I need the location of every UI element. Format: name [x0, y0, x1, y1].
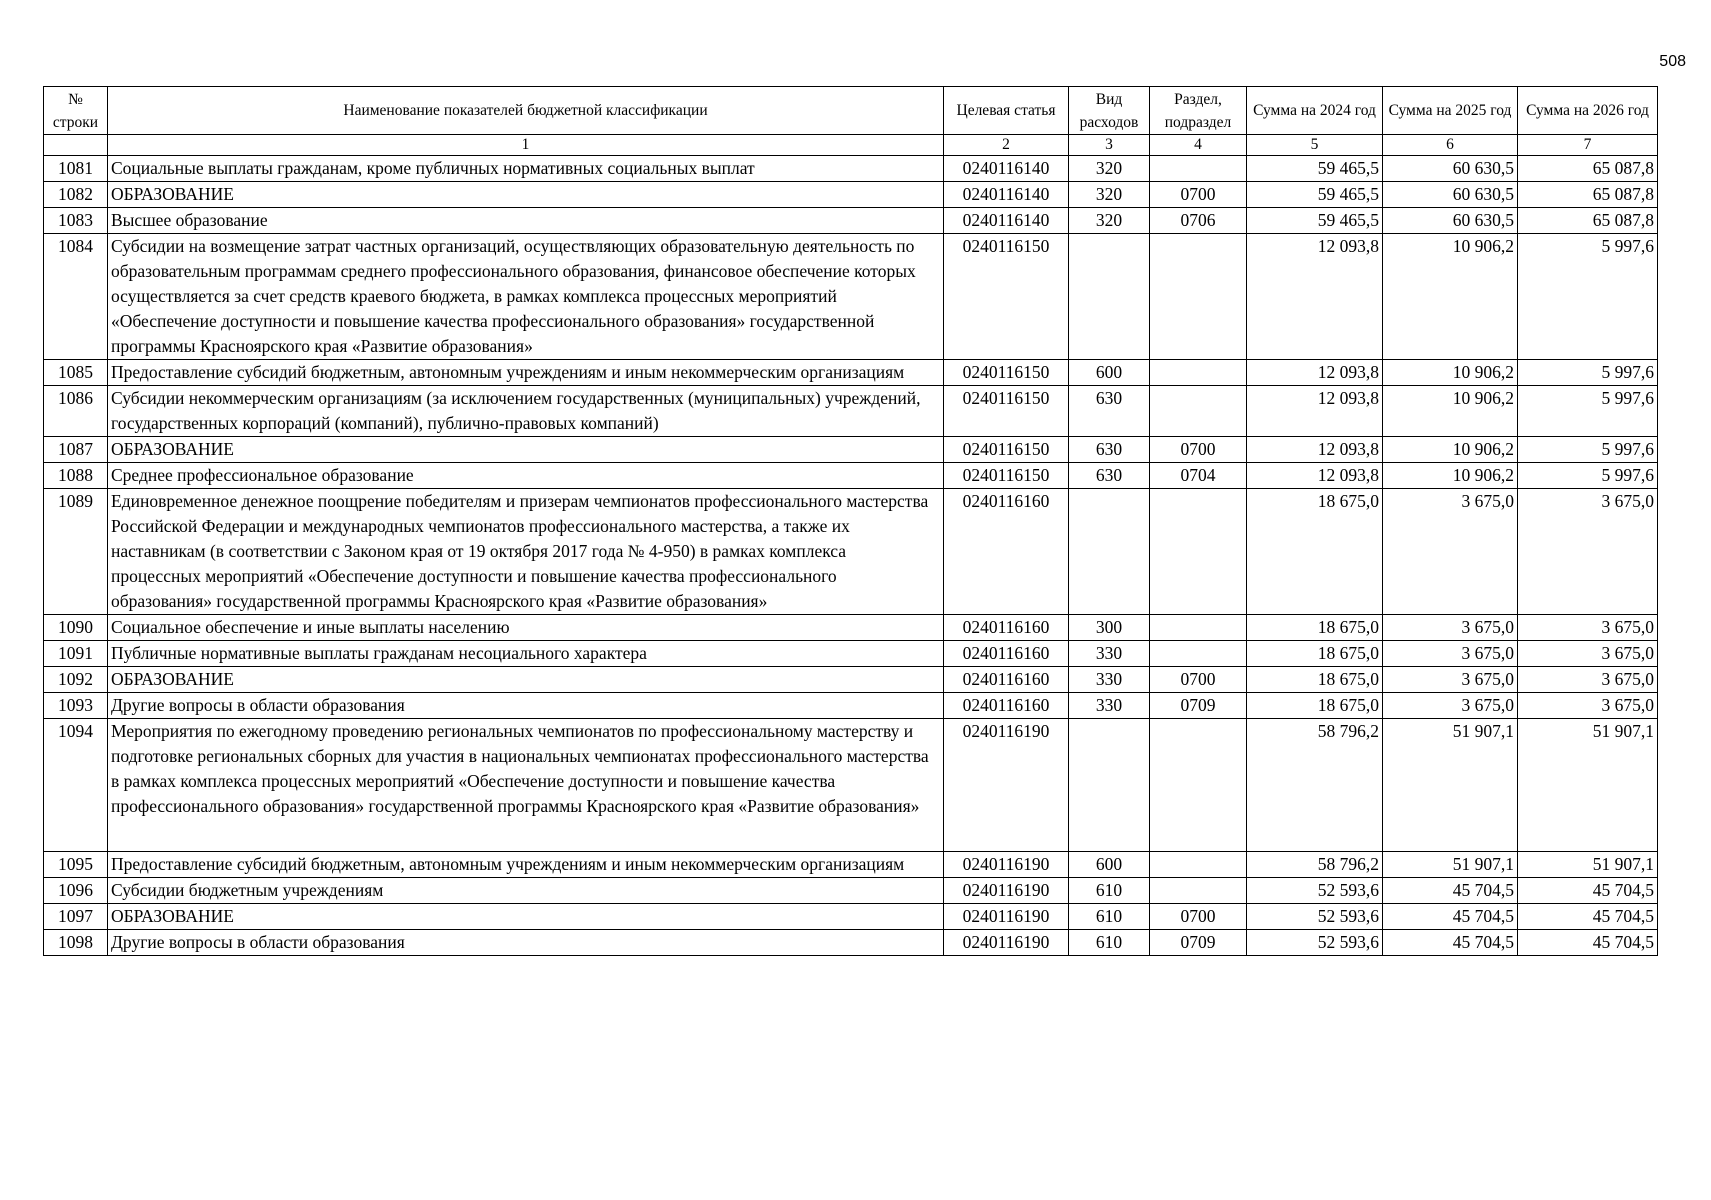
- row-section-cell: [1150, 360, 1247, 386]
- row-number-cell: 1087: [44, 437, 108, 463]
- row-sum-2025-cell: 60 630,5: [1383, 156, 1518, 182]
- row-number-cell: 1085: [44, 360, 108, 386]
- row-sum-2024-cell: 59 465,5: [1247, 182, 1383, 208]
- row-expense-type-cell: 320: [1069, 208, 1150, 234]
- row-sum-2024-cell: 12 093,8: [1247, 234, 1383, 360]
- row-target-article-cell: 0240116190: [944, 878, 1069, 904]
- row-expense-type-cell: 600: [1069, 852, 1150, 878]
- row-section-cell: [1150, 852, 1247, 878]
- row-sum-2024-cell: 18 675,0: [1247, 615, 1383, 641]
- row-sum-2025-cell: 3 675,0: [1383, 693, 1518, 719]
- row-sum-2025-cell: 10 906,2: [1383, 360, 1518, 386]
- row-name-cell: Другие вопросы в области образования: [108, 930, 944, 956]
- column-number: 7: [1518, 135, 1658, 156]
- row-sum-2026-cell: 45 704,5: [1518, 904, 1658, 930]
- column-number: 3: [1069, 135, 1150, 156]
- row-sum-2025-cell: 51 907,1: [1383, 719, 1518, 852]
- row-section-cell: [1150, 156, 1247, 182]
- row-sum-2026-cell: 45 704,5: [1518, 878, 1658, 904]
- row-sum-2025-cell: 3 675,0: [1383, 615, 1518, 641]
- row-sum-2026-cell: 65 087,8: [1518, 208, 1658, 234]
- row-name-cell: Предоставление субсидий бюджетным, автономным учреждениям и иным некоммерческим организациям: [108, 360, 944, 386]
- row-name-cell: Мероприятия по ежегодному проведению региональных чемпионатов по профессиональному мастерству и подготовке региональных сборных для участия в национальных чемпионатах профессионального мастерства в рамках комплекса процессных мероприятий «Обеспечение доступности и повышение качества профессионального образования» государственной программы Красноярского края «Развитие образования»: [108, 719, 944, 852]
- table-row: [44, 156, 1658, 182]
- table-row: [44, 437, 1658, 463]
- row-sum-2024-cell: 52 593,6: [1247, 904, 1383, 930]
- row-name-cell: Высшее образование: [108, 208, 944, 234]
- row-number-cell: 1092: [44, 667, 108, 693]
- row-name-cell: Предоставление субсидий бюджетным, автономным учреждениям и иным некоммерческим организациям: [108, 852, 944, 878]
- row-sum-2024-cell: 12 093,8: [1247, 463, 1383, 489]
- row-section-cell: 0700: [1150, 182, 1247, 208]
- header-expense-type: Вид расходов: [1069, 87, 1150, 135]
- table-row: [44, 234, 1658, 360]
- row-target-article-cell: 0240116140: [944, 182, 1069, 208]
- header-sum-2026: Сумма на 2026 год: [1518, 87, 1658, 135]
- row-number-cell: 1098: [44, 930, 108, 956]
- row-section-cell: 0700: [1150, 667, 1247, 693]
- row-expense-type-cell: 330: [1069, 667, 1150, 693]
- row-expense-type-cell: 600: [1069, 360, 1150, 386]
- row-sum-2025-cell: 10 906,2: [1383, 437, 1518, 463]
- row-target-article-cell: 0240116190: [944, 904, 1069, 930]
- row-sum-2026-cell: 5 997,6: [1518, 437, 1658, 463]
- row-name-cell: Субсидии бюджетным учреждениям: [108, 878, 944, 904]
- row-target-article-cell: 0240116150: [944, 386, 1069, 437]
- row-expense-type-cell: [1069, 719, 1150, 852]
- row-expense-type-cell: 630: [1069, 437, 1150, 463]
- row-number-cell: 1095: [44, 852, 108, 878]
- table-row: [44, 489, 1658, 615]
- row-section-cell: [1150, 234, 1247, 360]
- row-expense-type-cell: 630: [1069, 386, 1150, 437]
- row-section-cell: [1150, 641, 1247, 667]
- row-expense-type-cell: 610: [1069, 878, 1150, 904]
- row-sum-2025-cell: 10 906,2: [1383, 386, 1518, 437]
- header-sum-2024: Сумма на 2024 год: [1247, 87, 1383, 135]
- row-number-cell: 1084: [44, 234, 108, 360]
- header-section: Раздел, подраздел: [1150, 87, 1247, 135]
- row-number-cell: 1086: [44, 386, 108, 437]
- row-section-cell: 0706: [1150, 208, 1247, 234]
- row-sum-2024-cell: 18 675,0: [1247, 667, 1383, 693]
- row-expense-type-cell: 610: [1069, 930, 1150, 956]
- row-section-cell: 0704: [1150, 463, 1247, 489]
- row-sum-2026-cell: 65 087,8: [1518, 156, 1658, 182]
- row-expense-type-cell: [1069, 489, 1150, 615]
- row-name-cell: Социальные выплаты гражданам, кроме публичных нормативных социальных выплат: [108, 156, 944, 182]
- table-row: [44, 693, 1658, 719]
- row-sum-2025-cell: 60 630,5: [1383, 182, 1518, 208]
- row-sum-2024-cell: 12 093,8: [1247, 437, 1383, 463]
- row-sum-2026-cell: 51 907,1: [1518, 719, 1658, 852]
- row-name-cell: Публичные нормативные выплаты гражданам несоциального характера: [108, 641, 944, 667]
- row-name-cell: ОБРАЗОВАНИЕ: [108, 904, 944, 930]
- row-expense-type-cell: [1069, 234, 1150, 360]
- row-sum-2024-cell: 58 796,2: [1247, 852, 1383, 878]
- row-sum-2024-cell: 12 093,8: [1247, 360, 1383, 386]
- row-section-cell: [1150, 489, 1247, 615]
- table-row: [44, 852, 1658, 878]
- row-number-cell: 1090: [44, 615, 108, 641]
- row-number-cell: 1083: [44, 208, 108, 234]
- row-target-article-cell: 0240116160: [944, 667, 1069, 693]
- table-row: [44, 386, 1658, 437]
- row-name-cell: ОБРАЗОВАНИЕ: [108, 667, 944, 693]
- row-sum-2026-cell: 51 907,1: [1518, 852, 1658, 878]
- row-name-cell: Субсидии некоммерческим организациям (за исключением государственных (муниципальных) учреждений, государственных корпораций (компаний), публично-правовых компаний): [108, 386, 944, 437]
- row-sum-2025-cell: 51 907,1: [1383, 852, 1518, 878]
- table-row: [44, 719, 1658, 852]
- page-number: 508: [1659, 53, 1686, 70]
- row-sum-2026-cell: 5 997,6: [1518, 463, 1658, 489]
- row-sum-2026-cell: 3 675,0: [1518, 693, 1658, 719]
- row-target-article-cell: 0240116160: [944, 693, 1069, 719]
- row-sum-2025-cell: 3 675,0: [1383, 489, 1518, 615]
- row-number-cell: 1082: [44, 182, 108, 208]
- row-number-cell: 1094: [44, 719, 108, 852]
- row-name-cell: ОБРАЗОВАНИЕ: [108, 182, 944, 208]
- row-expense-type-cell: 320: [1069, 182, 1150, 208]
- row-target-article-cell: 0240116150: [944, 437, 1069, 463]
- row-section-cell: 0709: [1150, 693, 1247, 719]
- column-number-blank: [44, 135, 108, 156]
- row-sum-2024-cell: 52 593,6: [1247, 878, 1383, 904]
- header-target-article: Целевая статья: [944, 87, 1069, 135]
- budget-table: [43, 86, 1658, 956]
- row-section-cell: 0709: [1150, 930, 1247, 956]
- row-target-article-cell: 0240116190: [944, 852, 1069, 878]
- row-number-cell: 1081: [44, 156, 108, 182]
- row-sum-2025-cell: 45 704,5: [1383, 904, 1518, 930]
- column-number: 5: [1247, 135, 1383, 156]
- row-target-article-cell: 0240116190: [944, 719, 1069, 852]
- row-expense-type-cell: 300: [1069, 615, 1150, 641]
- row-sum-2026-cell: 45 704,5: [1518, 930, 1658, 956]
- row-sum-2026-cell: 3 675,0: [1518, 615, 1658, 641]
- row-sum-2024-cell: 18 675,0: [1247, 693, 1383, 719]
- row-number-cell: 1093: [44, 693, 108, 719]
- column-number: 6: [1383, 135, 1518, 156]
- row-sum-2025-cell: 10 906,2: [1383, 463, 1518, 489]
- row-sum-2024-cell: 58 796,2: [1247, 719, 1383, 852]
- row-expense-type-cell: 330: [1069, 693, 1150, 719]
- row-sum-2025-cell: 3 675,0: [1383, 667, 1518, 693]
- row-sum-2024-cell: 18 675,0: [1247, 489, 1383, 615]
- column-number: 2: [944, 135, 1069, 156]
- row-name-cell: Другие вопросы в области образования: [108, 693, 944, 719]
- row-expense-type-cell: 330: [1069, 641, 1150, 667]
- table-row: [44, 615, 1658, 641]
- table-row: [44, 360, 1658, 386]
- row-sum-2026-cell: 3 675,0: [1518, 489, 1658, 615]
- table-row: [44, 641, 1658, 667]
- table-row: [44, 930, 1658, 956]
- row-number-cell: 1096: [44, 878, 108, 904]
- row-target-article-cell: 0240116150: [944, 463, 1069, 489]
- row-sum-2025-cell: 60 630,5: [1383, 208, 1518, 234]
- table-row: [44, 463, 1658, 489]
- row-sum-2026-cell: 65 087,8: [1518, 182, 1658, 208]
- row-name-cell: Субсидии на возмещение затрат частных организаций, осуществляющих образовательную деятельность по образовательным программам среднего профессионального образования, финансовое обеспечение которых осуществляется за счет средств краевого бюджета, в рамках комплекса процессных мероприятий «Обеспечение доступности и повышение качества профессионального образования» государственной программы Красноярского края «Развитие образования»: [108, 234, 944, 360]
- row-section-cell: 0700: [1150, 904, 1247, 930]
- table-body: [44, 156, 1658, 956]
- row-expense-type-cell: 320: [1069, 156, 1150, 182]
- row-number-cell: 1091: [44, 641, 108, 667]
- row-sum-2024-cell: 59 465,5: [1247, 208, 1383, 234]
- table-row: [44, 667, 1658, 693]
- row-number-cell: 1089: [44, 489, 108, 615]
- row-target-article-cell: 0240116190: [944, 930, 1069, 956]
- row-sum-2025-cell: 10 906,2: [1383, 234, 1518, 360]
- row-sum-2026-cell: 3 675,0: [1518, 667, 1658, 693]
- row-sum-2024-cell: 18 675,0: [1247, 641, 1383, 667]
- row-sum-2026-cell: 3 675,0: [1518, 641, 1658, 667]
- row-sum-2025-cell: 45 704,5: [1383, 878, 1518, 904]
- row-sum-2025-cell: 45 704,5: [1383, 930, 1518, 956]
- row-target-article-cell: 0240116160: [944, 489, 1069, 615]
- row-target-article-cell: 0240116150: [944, 360, 1069, 386]
- table-row: [44, 182, 1658, 208]
- row-sum-2024-cell: 52 593,6: [1247, 930, 1383, 956]
- row-name-cell: Единовременное денежное поощрение победителям и призерам чемпионатов профессионального мастерства Российской Федерации и международных чемпионатов профессионального мастерства, а также их наставникам (в соответствии с Законом края от 19 октября 2017 года № 4-950) в рамках комплекса процессных мероприятий «Обеспечение доступности и повышение качества профессионального образования» государственной программы Красноярского края «Развитие образования»: [108, 489, 944, 615]
- row-section-cell: [1150, 878, 1247, 904]
- row-target-article-cell: 0240116140: [944, 208, 1069, 234]
- column-number: 4: [1150, 135, 1247, 156]
- row-number-cell: 1097: [44, 904, 108, 930]
- table-row: [44, 904, 1658, 930]
- row-expense-type-cell: 610: [1069, 904, 1150, 930]
- row-target-article-cell: 0240116160: [944, 641, 1069, 667]
- row-sum-2025-cell: 3 675,0: [1383, 641, 1518, 667]
- row-section-cell: 0700: [1150, 437, 1247, 463]
- row-target-article-cell: 0240116160: [944, 615, 1069, 641]
- row-sum-2026-cell: 5 997,6: [1518, 386, 1658, 437]
- row-target-article-cell: 0240116150: [944, 234, 1069, 360]
- row-section-cell: [1150, 719, 1247, 852]
- row-name-cell: ОБРАЗОВАНИЕ: [108, 437, 944, 463]
- row-target-article-cell: 0240116140: [944, 156, 1069, 182]
- row-name-cell: Социальное обеспечение и иные выплаты населению: [108, 615, 944, 641]
- row-number-cell: 1088: [44, 463, 108, 489]
- row-name-cell: Среднее профессиональное образование: [108, 463, 944, 489]
- row-sum-2024-cell: 59 465,5: [1247, 156, 1383, 182]
- row-sum-2024-cell: 12 093,8: [1247, 386, 1383, 437]
- table-row: [44, 208, 1658, 234]
- header-name: Наименование показателей бюджетной классификации: [108, 87, 944, 135]
- header-row-number: № строки: [44, 87, 108, 135]
- table-row: [44, 878, 1658, 904]
- row-expense-type-cell: 630: [1069, 463, 1150, 489]
- row-sum-2026-cell: 5 997,6: [1518, 360, 1658, 386]
- column-number: 1: [108, 135, 944, 156]
- row-section-cell: [1150, 615, 1247, 641]
- row-section-cell: [1150, 386, 1247, 437]
- header-sum-2025: Сумма на 2025 год: [1383, 87, 1518, 135]
- row-sum-2026-cell: 5 997,6: [1518, 234, 1658, 360]
